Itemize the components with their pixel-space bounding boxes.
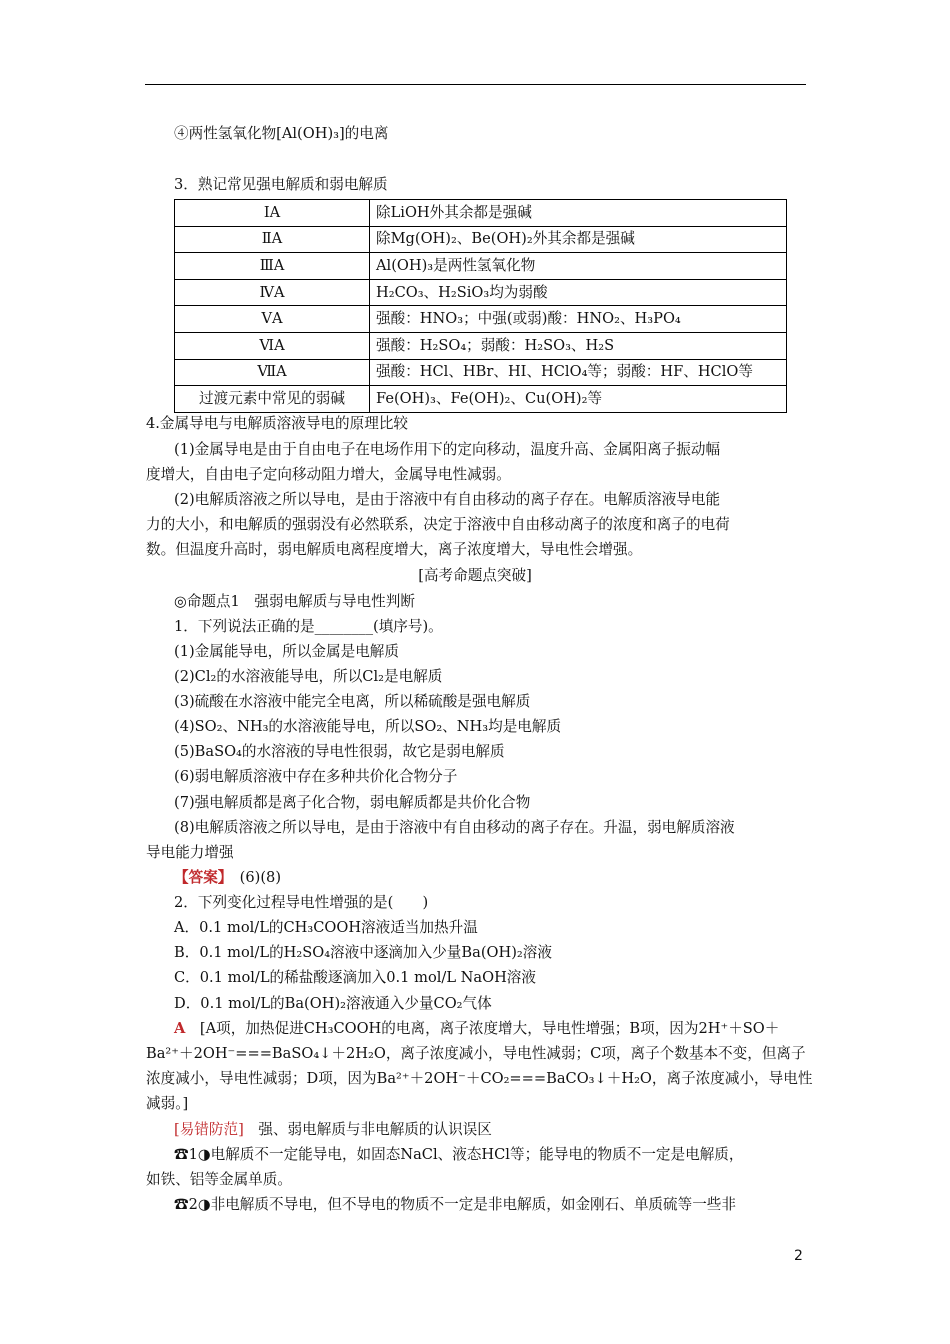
- text-line: ④两性氢氧化物[Al(OH)₃]的电离: [174, 125, 389, 142]
- tip-line: ☎2◑非电解质不导电，但不导电的物质不一定是非电解质，如金刚石、单质硫等一些非: [174, 1196, 736, 1213]
- option-line: (5)BaSO₄的水溶液的导电性很弱，故它是弱电解质: [174, 743, 505, 760]
- table-cell-desc: Al(OH)₃是两性氢氧化物: [370, 253, 787, 280]
- table-cell-desc: 除Mg(OH)₂、Be(OH)₂外其余都是强碱: [370, 226, 787, 253]
- topic-heading: ◎命题点1 强弱电解质与导电性判断: [174, 593, 415, 610]
- option-line: (2)Cl₂的水溶液能导电，所以Cl₂是电解质: [174, 668, 443, 685]
- explanation-line: 减弱。]: [146, 1095, 189, 1112]
- table-row: [175, 359, 787, 386]
- tip-line: 如铁、铝等金属单质。: [146, 1171, 292, 1188]
- table-cell-group: ⅤA: [175, 306, 370, 333]
- option-line: (8)电解质溶液之所以导电，是由于溶液中有自由移动的离子存在。升温，弱电解质溶液: [174, 819, 735, 836]
- choice-b: B．0.1 mol/L的H₂SO₄溶液中逐滴加入少量Ba(OH)₂溶液: [174, 944, 552, 961]
- table-row: [175, 386, 787, 413]
- option-line: (6)弱电解质溶液中存在多种共价化合物分子: [174, 768, 458, 785]
- table-cell-group: ⅡA: [175, 226, 370, 253]
- table-cell-desc: 强酸：H₂SO₄；弱酸：H₂SO₃、H₂S: [370, 332, 787, 359]
- explanation-line: [174, 1019, 779, 1039]
- tips-title: 强、弱电解质与非电解质的认识误区: [243, 1121, 492, 1138]
- table-cell-desc: 强酸：HCl、HBr、HI、HClO₄等；弱酸：HF、HClO等: [370, 359, 787, 386]
- option-line: (1)金属能导电，所以金属是电解质: [174, 643, 399, 660]
- table-cell-group: ⅠA: [175, 200, 370, 227]
- table-cell-group: 过渡元素中常见的弱碱: [175, 386, 370, 413]
- table-row: [175, 279, 787, 306]
- text-line: 度增大，自由电子定向移动阻力增大，金属导电性减弱。: [146, 466, 511, 483]
- answer-line: [174, 868, 281, 888]
- choice-a: A．0.1 mol/L的CH₃COOH溶液适当加热升温: [174, 919, 478, 936]
- answer-tag: 【答案】: [174, 869, 226, 886]
- section-heading: 4.金属导电与电解质溶液导电的原理比较: [146, 415, 409, 432]
- header-rule: [145, 84, 806, 85]
- option-line: (3)硫酸在水溶液中能完全电离，所以稀硫酸是强电解质: [174, 693, 531, 710]
- table-cell-group: ⅥA: [175, 332, 370, 359]
- tips-heading: [174, 1120, 492, 1140]
- explanation-text: [A项，加热促进CH₃COOH的电离，离子浓度增大，导电性增强；B项，因为2H⁺＋SO＋: [185, 1020, 780, 1037]
- table-cell-group: ⅣA: [175, 279, 370, 306]
- page-number: 2: [794, 1248, 803, 1264]
- answer-text: (6)(8): [225, 869, 282, 886]
- electrolyte-table: [174, 199, 787, 413]
- table-cell-group: ⅢA: [175, 253, 370, 280]
- table-cell-desc: Fe(OH)₃、Fe(OH)₂、Cu(OH)₂等: [370, 386, 787, 413]
- table-cell-desc: 除LiOH外其余都是强碱: [370, 200, 787, 227]
- choice-d: D．0.1 mol/L的Ba(OH)₂溶液通入少量CO₂气体: [174, 995, 492, 1012]
- option-line: (4)SO₂、NH₃的水溶液能导电，所以SO₂、NH₃均是电解质: [174, 718, 562, 735]
- tips-tag: [易错防范]: [174, 1121, 244, 1138]
- text-line: (1)金属导电是由于自由电子在电场作用下的定向移动，温度升高、金属阳离子振动幅: [174, 441, 721, 458]
- option-line: 导电能力增强: [146, 844, 234, 861]
- text-line: 数。但温度升高时，弱电解质电离程度增大，离子浓度增大，导电性会增强。: [146, 541, 643, 558]
- text-line: 力的大小，和电解质的强弱没有必然联系，决定于溶液中自由移动离子的浓度和离子的电荷: [146, 516, 730, 533]
- question-1: 1．下列说法正确的是________(填序号)。: [174, 618, 443, 635]
- table-row: [175, 306, 787, 333]
- table-row: [175, 200, 787, 227]
- text-line: (2)电解质溶液之所以导电，是由于溶液中有自由移动的离子存在。电解质溶液导电能: [174, 491, 721, 508]
- table-cell-desc: H₂CO₃、H₂SiO₃均为弱酸: [370, 279, 787, 306]
- table-cell-group: ⅦA: [175, 359, 370, 386]
- explanation-line: 浓度减小，导电性减弱；D项，因为Ba²⁺＋2OH⁻＋CO₂===BaCO₃↓＋H₂O，离子浓度减小，导电性: [146, 1070, 813, 1087]
- table-row: [175, 332, 787, 359]
- question-2: 2．下列变化过程导电性增强的是( ): [174, 894, 429, 911]
- table-cell-desc: 强酸：HNO₃；中强(或弱)酸：HNO₂、H₃PO₄: [370, 306, 787, 333]
- table-row: [175, 253, 787, 280]
- explanation-line: Ba²⁺＋2OH⁻===BaSO₄↓＋2H₂O，离子浓度减小，导电性减弱；C项，离子个数基本不变，但离子: [146, 1045, 806, 1062]
- choice-c: C．0.1 mol/L的稀盐酸逐滴加入0.1 mol/L NaOH溶液: [174, 969, 536, 986]
- option-line: (7)强电解质都是离子化合物，弱电解质都是共价化合物: [174, 794, 531, 811]
- section-title: [高考命题点突破]: [418, 567, 532, 584]
- section-heading: 3．熟记常见强电解质和弱电解质: [174, 176, 388, 193]
- answer-letter: A: [174, 1020, 186, 1037]
- table-row: [175, 226, 787, 253]
- tip-line: ☎1◑电解质不一定能导电，如固态NaCl、液态HCl等；能导电的物质不一定是电解质，: [174, 1146, 744, 1163]
